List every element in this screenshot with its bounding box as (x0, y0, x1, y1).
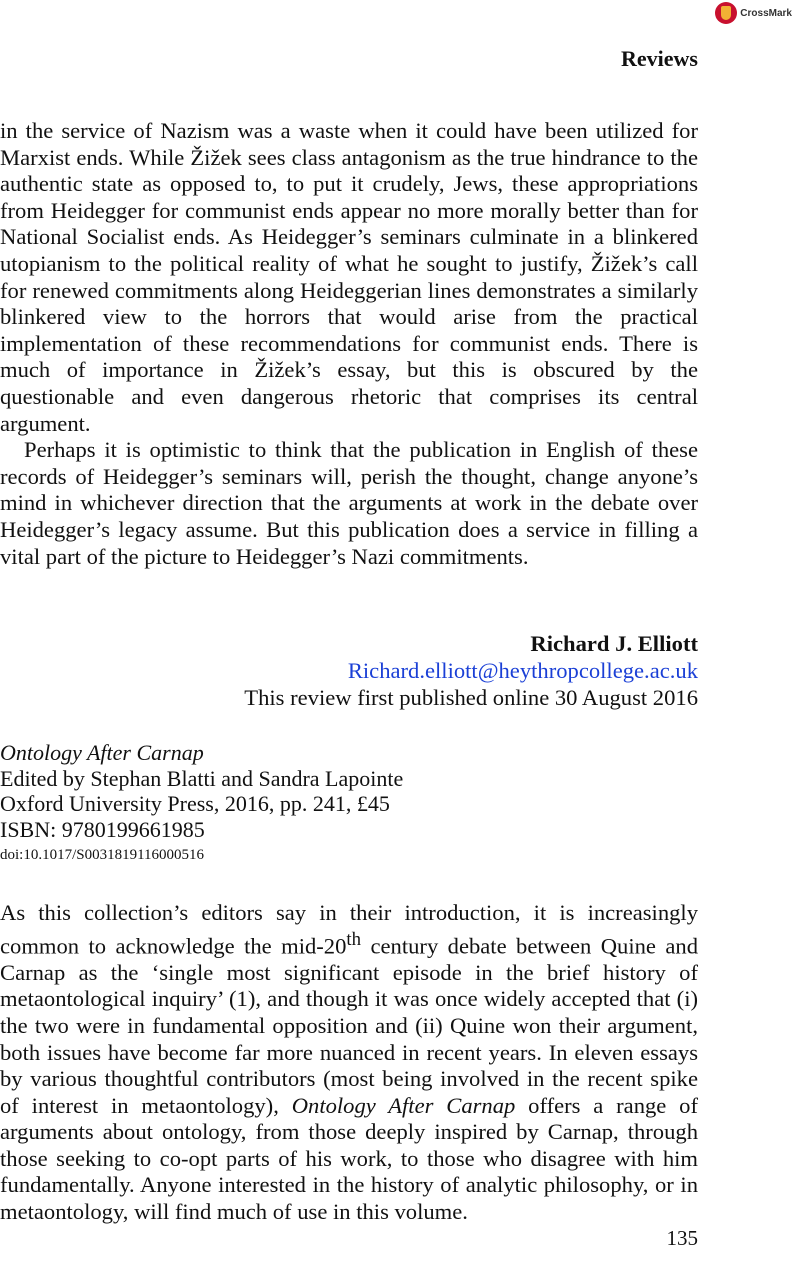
book-publisher: Oxford University Press, 2016, pp. 241, £45 (0, 791, 390, 816)
crossmark-icon (715, 2, 737, 24)
running-head: Reviews (621, 46, 698, 71)
reviewer-email-link[interactable]: Richard.elliott@heythropcollege.ac.uk (347, 658, 698, 683)
review-signature (244, 630, 698, 711)
reviewer-name: Richard J. Elliott (530, 631, 698, 656)
previous-review-text (0, 118, 698, 570)
review-text-segment: century debate between Quine and Carnap as the ‘single most significant episode in the brief history of metaontological inquiry’ (1), and though it was once widely accepted that (i) the two were in fundamental opposition and (ii) Quine won their argument, both issues have become far more nuanced in recent years. In eleven essays by various thoughtful contributors (most being involved in the recent spike of interest in metaontology), (0, 933, 698, 1118)
crossmark-label: CrossMark (740, 7, 792, 19)
crossmark-badge[interactable] (715, 2, 792, 24)
paragraph: Perhaps it is optimistic to think that the publication in English of these records of Heidegger’s seminars will, perish the thought, change anyone’s mind in whichever direction that the arguments at work in the debate over Heidegger’s legacy assume. But this publication does a service in filling a vital part of the picture to Heidegger’s Nazi commitments. (0, 437, 698, 569)
book-details (0, 740, 403, 868)
publication-note: This review first published online 30 August 2016 (244, 685, 698, 710)
page-number: 135 (666, 1226, 698, 1250)
book-isbn: ISBN: 9780199661985 (0, 816, 205, 842)
book-title: Ontology After Carnap (0, 740, 204, 765)
review-text-segment: As this collection’s editors say in their introduction, it is increasingly common to acknowledge the mid-20 (0, 900, 698, 959)
review-text-segment: offers a range of arguments about ontology, from those deeply inspired by Carnap, through those seeking to co-opt parts of his work, to those who disagree with him fundamentally. Anyone interested in the history of analytic philosophy, or in metaontology, will find much of use in this volume. (0, 1092, 699, 1225)
book-editors: Edited by Stephan Blatti and Sandra Lapointe (0, 765, 404, 791)
paragraph (0, 900, 698, 1226)
book-title-inline: Ontology After Carnap (291, 1092, 516, 1118)
paragraph: in the service of Nazism was a waste when it could have been utilized for Marxist ends. While Žižek sees class antagonism as the true hindrance to the authentic state as opposed to, to put it crudely, Jews, these appropriations from Heidegger for communist ends appear no more morally better than for National Socialist ends. As Heidegger’s seminars culminate in a blinkered utopianism to the political reality of what he sought to justify, Žižek’s call for renewed commitments along Heideggerian lines demonstrates a similarly blinkered view to the horrors that would arise from the practical implementation of these recommendations for communist ends. There is much of importance in Žižek’s essay, but this is obscured by the questionable and even dangerous rhetoric that comprises its central argument. (0, 118, 698, 436)
superscript: th (346, 928, 362, 950)
review-text (0, 900, 698, 1226)
book-doi[interactable]: doi:10.1017/S0031819116000516 (0, 847, 205, 863)
